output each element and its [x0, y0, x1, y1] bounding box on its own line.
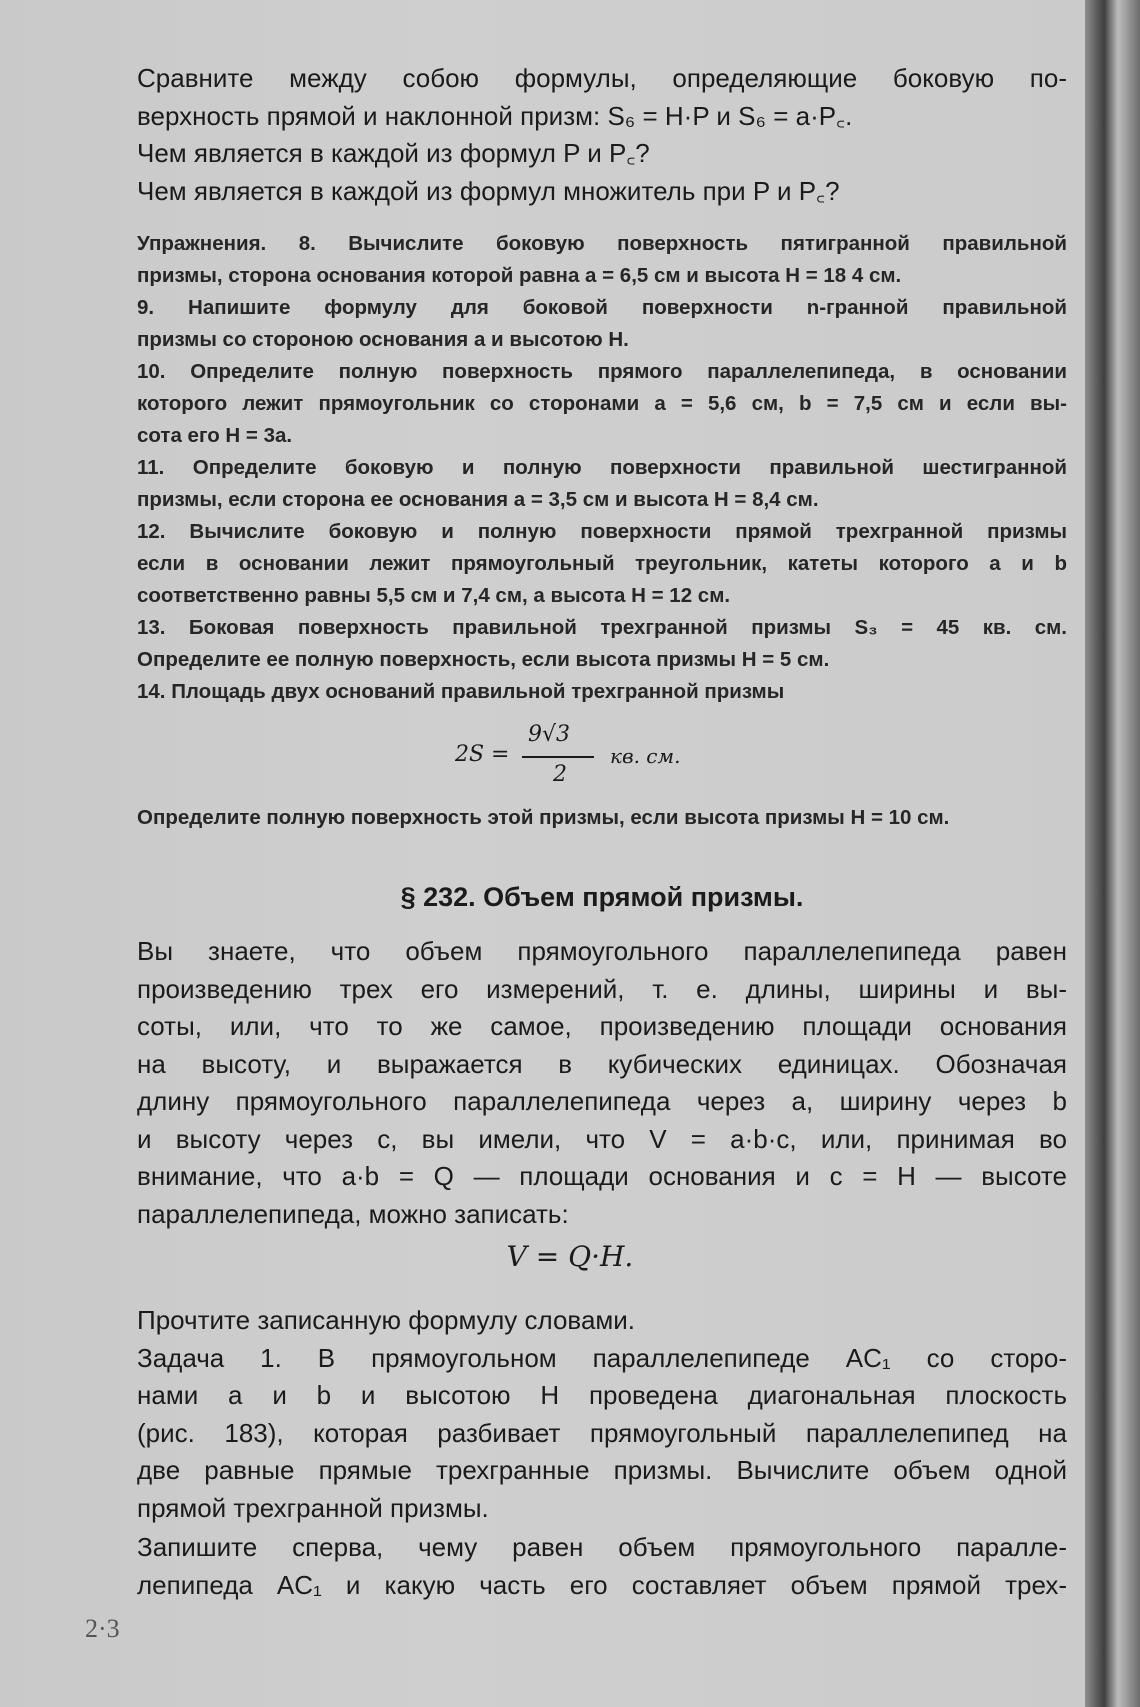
- para1-line-1: Вы знаете, что объем прямоугольного параллелепипеда равен: [137, 936, 1067, 966]
- task1-line-1: Задача 1. В прямоугольном параллелепипеде AC₁ со сторо-: [137, 1342, 1067, 1373]
- exercise-9-line-1: 9. Напишите формулу для боковой поверхности n-гранной правильной: [137, 296, 1067, 319]
- volume-formula: V = Q·H.: [506, 1240, 634, 1273]
- intro-line-3: Чем является в каждой из формул P и P꜀?: [137, 138, 650, 168]
- exercise-14-tail: [137, 802, 1067, 834]
- volume-paragraph: [137, 933, 1067, 1233]
- task1-line-3: (рис. 183), которая разбивает прямоугольный параллелепипед на: [137, 1417, 1067, 1448]
- book-spine-shadow: [1085, 0, 1140, 1707]
- exercise-12-line-3: соответственно равны 5,5 см и 7,4 см, а высота H = 12 см.: [137, 584, 731, 607]
- para1-line-4: на высоту, и выражается в кубических единицах. Обозначая: [137, 1048, 1067, 1079]
- task1-line-4: две равные прямые трехгранные призмы. Вычислите объем одной: [137, 1455, 1067, 1485]
- exercise-12-line-1: 12. Вычислите боковую и полную поверхности прямой трехгранной призмы: [137, 520, 1067, 543]
- formula-unit: кв. см.: [610, 744, 681, 768]
- para1-line-5: длину прямоугольного параллелепипеда через a, ширину через b: [137, 1086, 1067, 1116]
- exercise-11-line-1: 11. Определите боковую и полную поверхности правильной шестигранной: [137, 456, 1067, 479]
- para1-line-7: внимание, что a·b = Q — площади основания и c = H — высоте: [137, 1161, 1067, 1191]
- intro-paragraph: [137, 60, 1067, 210]
- exercise-12-line-2: если в основании лежит прямоугольный треугольник, катеты которого a и b: [137, 552, 1067, 575]
- exercise-10-line-2: которого лежит прямоугольник со сторонами a = 5,6 см, b = 7,5 см и если вы-: [137, 392, 1067, 415]
- para1-line-6: и высоту через c, вы имели, что V = a·b·c, или, принимая во: [137, 1123, 1067, 1154]
- page-number: 2·3: [85, 1614, 120, 1643]
- task1-line-2: нами a и b и высотою H проведена диагональная плоскость: [137, 1380, 1067, 1410]
- task1-cont-line-2: лепипеда AC₁ и какую часть его составляет объем прямой трех-: [137, 1569, 1067, 1600]
- exercise-13-line-1: 13. Боковая поверхность правильной трехгранной призмы S₃ = 45 кв. см.: [137, 616, 1067, 639]
- task-block: [137, 1302, 1067, 1604]
- formula-lhs: 2S =: [455, 742, 510, 767]
- exercise-11-line-2: призмы, если сторона ее основания a = 3,5 см и высота H = 8,4 см.: [137, 488, 819, 511]
- exercise-13-line-2: Определите ее полную поверхность, если высота призмы H = 5 см.: [137, 648, 830, 671]
- formula-numerator: 9√3: [528, 722, 571, 747]
- exercise-8-line-2: призмы, сторона основания которой равна a = 6,5 см и высота H = 18 4 см.: [137, 264, 902, 287]
- para1-line-8: параллелепипеда, можно записать:: [137, 1198, 569, 1229]
- task1-cont-line-1: Запишите сперва, чему равен объем прямоугольного паралле-: [137, 1532, 1067, 1562]
- exercise-14-tail-line: Определите полную поверхность этой призмы, если высота призмы H = 10 см.: [137, 806, 950, 829]
- read-formula-line: Прочтите записанную формулу словами.: [137, 1305, 636, 1335]
- exercises-block: [137, 228, 1067, 708]
- exercise-14-line-1: 14. Площадь двух оснований правильной трехгранной призмы: [137, 680, 785, 703]
- exercise-10-line-1: 10. Определите полную поверхность прямого параллелепипеда, в основании: [137, 360, 1067, 383]
- intro-line-2: верхность прямой и наклонной призм: S₆ = H·P и S₆ = a·P꜀.: [137, 100, 853, 131]
- intro-line-4: Чем является в каждой из формул множитель при P и P꜀?: [137, 175, 840, 206]
- intro-line-1: Сравните между собою формулы, определяющие боковую по-: [137, 63, 1067, 93]
- exercise-8-line-1: Упражнения. 8. Вычислите боковую поверхность пятигранной правильной: [137, 232, 1067, 255]
- fraction-bar: [522, 756, 594, 758]
- exercise-10-line-3: сота его H = 3a.: [137, 424, 293, 447]
- section-heading: § 232. Объем прямой призмы.: [400, 882, 804, 912]
- para1-line-3: соты, или, что то же самое, произведению площади основания: [137, 1011, 1067, 1041]
- task1-line-5: прямой трехгранной призмы.: [137, 1492, 489, 1523]
- para1-line-2: произведению трех его измерений, т. е. длины, ширины и вы-: [137, 973, 1067, 1004]
- formula-denominator: 2: [553, 762, 567, 787]
- exercise-9-line-2: призмы со стороною основания a и высотою H.: [137, 328, 629, 351]
